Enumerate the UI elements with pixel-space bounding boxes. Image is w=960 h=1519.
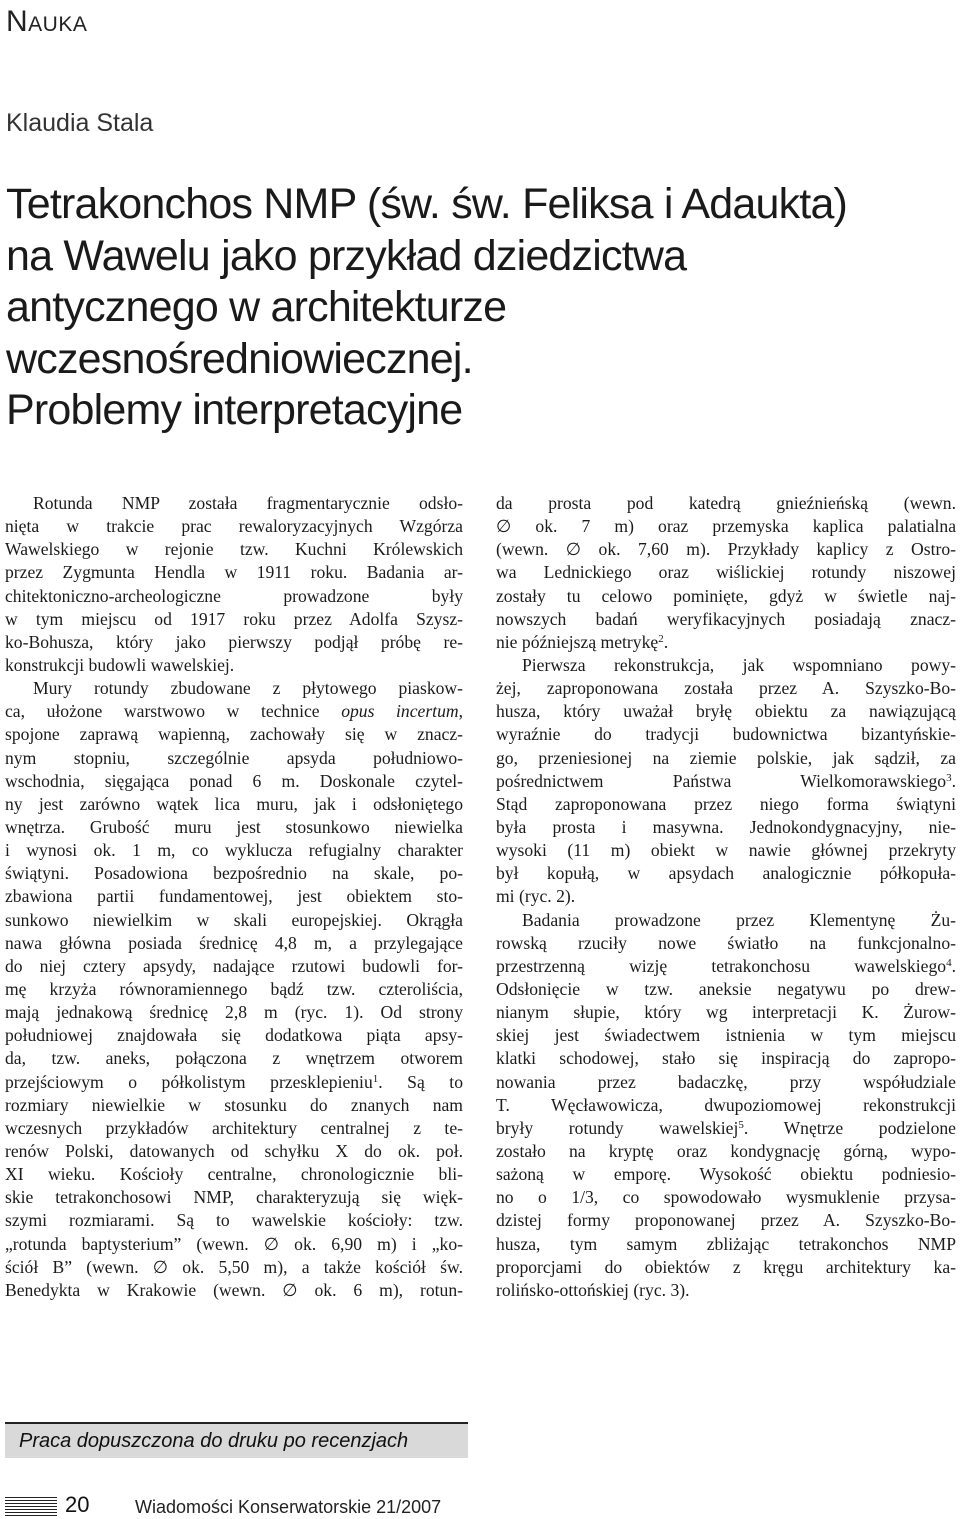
body-line: nowania przez badaczkę, przy współudziale [496,1071,956,1092]
body-line: była prosta i masywna. Jednokondygnacyjny, nie- [496,816,956,837]
body-line: nięta w trakcie prac rewaloryzacyjnych Wzgórza [5,516,463,537]
body-line: żej, zaproponowana została przez A. Szyszko-Bo- [496,678,956,699]
body-line: proporcjami do obiektów z kręgu architektury ka- [496,1256,956,1277]
latin-term: opus incertum [341,701,459,722]
body-line: był kopułą, w apsydach analogicznie półkopuła- [496,863,956,884]
body-line: zostało na kryptę oraz kondygnację górną, wypo- [496,1140,956,1161]
body-line [496,770,956,793]
body-line: świątyni. Posadowiona bezpośrednio na skale, po- [5,863,463,884]
body-line: w tym miejscu od 1917 roku przez Adolfa Szysz- [5,608,463,629]
body-line: mają jednakową średnicę 2,8 m (ryc. 1). Od strony [5,1002,463,1023]
body-line: nianym słupie, który wg interpretacji K. Żurow- [496,1002,956,1023]
body-line: husza, który uważał bryłę obiektu za nawiązującą [496,701,956,722]
title-line: wczesnośredniowiecznej. [6,334,473,383]
body-text: . Są to [378,1071,463,1092]
body-line: rolińsko-ottońskiej (ryc. 3). [496,1279,690,1300]
body-line: ściół B” (wewn. ∅ ok. 5,50 m), a także kościół św. [5,1256,463,1277]
body-line: Pierwsza rekonstrukcja, jak wspomniano powy- [522,654,956,675]
body-line: XI wieku. Kościoły centralne, chronologicznie bli- [5,1164,463,1185]
title-line: Problemy interpretacyjne [6,386,463,434]
body-line: Benedykta w Krakowie (wewn. ∅ ok. 6 m), rotun- [5,1279,463,1300]
body-line: do niej cztery apsydy, nadające rzutowi budowli for- [5,955,463,976]
title-line: antycznego w architekturze [6,283,507,331]
body-line [496,955,956,978]
body-line: skiej jest świadectwem istnienia w tym miejscu [496,1025,956,1046]
body-line: wa Lednickiego oraz wiślickiej rotundy niszowej [496,562,956,583]
footnote-ref: 2 [658,632,664,645]
body-text: . [951,955,956,976]
body-line: nawa główna posiada średnicę 4,8 m, a przylegające [5,932,463,953]
body-text: przestrzenną wizję tetrakonchosu wawelskiego [496,955,947,976]
body-line: mi (ryc. 2). [496,886,576,907]
body-text: nie późniejszą metrykę [496,631,659,652]
body-line: da, tzw. aneks, połączona z wnętrzem otworem [5,1048,463,1069]
body-text: ca, ułożone warstwowo w technice [5,701,342,722]
body-line: wysoki (11 m) obiekt w nawie głównej przekryty [496,840,956,861]
body-line: Odsłonięcie w tzw. aneksie negatywu po drew- [496,978,956,999]
body-line: wyraźnie do tradycji budownictwa bizantyńskie- [496,724,956,745]
body-line: no o 1/3, co spowodowało wysmuklenie przysa- [496,1187,956,1208]
body-line: „rotunda baptysterium” (wewn. ∅ ok. 6,90 m) i „ko- [5,1233,463,1254]
body-line: wczesnych przykładów architektury centralnej z te- [5,1117,463,1138]
body-line: renów Polski, datowanych od schyłku X do ok. poł. [5,1140,463,1161]
body-line: ko-Bohusza, który jako pierwszy podjął próbę re- [5,631,463,652]
body-text: . Wnętrze podzielone [743,1117,956,1138]
page-number: 20 [65,1492,90,1517]
body-line: Wawelskiego w rejonie tzw. Kuchni Królewskich [5,539,463,560]
body-line: nowszych badań weryfikacyjnych posiadają znacz- [496,608,956,629]
body-line: i wynosi ok. 1 m, co wyklucza refugialny charakter [5,840,463,861]
body-line: konstrukcji budowli wawelskiej. [5,654,235,675]
title-line: na Wawelu jako przykład dziedzictwa [6,231,687,280]
body-line: klatki schodowej, stało się inspiracją do zapropo- [496,1048,956,1069]
body-line: ∅ ok. 7 m) oraz przemyska kaplica palatialna [496,516,956,537]
body-line: szymi rozmiarami. Są to wawelskie kościoły: tzw. [5,1210,463,1231]
body-line: chitektoniczno-archeologiczne prowadzone były [5,585,463,606]
body-text: pośrednictwem Państwa Wielkomorawskiego [496,770,947,791]
body-text: . [951,770,956,791]
section-title: Nauka [6,5,88,38]
footnote-ref: 5 [738,1118,744,1131]
body-line: da prosta pod katedrą gnieźnieńską (wewn. [496,493,956,513]
body-line: zbawiona partii fundamentowej, jest obiektem sto- [5,886,463,907]
footnote-ref: 1 [372,1072,379,1085]
body-line [496,1117,956,1140]
body-line: południowej znajdowała się dodatkowa piąta apsy- [5,1025,463,1046]
article-title [6,179,946,437]
body-line: sażoną w emporę. Wysokość obiektu podniesio- [496,1164,956,1185]
body-line: wnętrza. Grubość muru jest stosunkowo niewielka [5,816,463,837]
body-line: mę krzyża równoramiennego bądź tzw. czteroliścia, [5,978,463,999]
body-line: (wewn. ∅ ok. 7,60 m). Przykłady kaplicy z Ostro- [496,539,956,560]
footer-stripes-icon [5,1497,57,1517]
journal-name: Wiadomości Konserwatorskie 21/2007 [135,1497,442,1517]
body-line: przez Zygmunta Hendla w 1911 roku. Badania ar- [5,562,463,583]
body-text: , [458,701,463,722]
body-text: bryły rotundy wawelskiej [496,1117,739,1138]
body-line: rozmiary niewielkie w stosunku do znanych nam [5,1094,463,1115]
body-line: go, przeniesionej na ziemie polskie, jak sądził, za [496,747,956,768]
footnote-ref: 3 [946,771,952,784]
review-note-box [5,1422,468,1458]
body-line: Rotunda NMP została fragmentarycznie odsło- [33,493,463,513]
body-line: wschodnia, sięgająca ponad 6 m. Doskonale czytel- [5,770,463,791]
body-line [496,631,956,654]
body-line: T. Węcławowicza, dwupoziomowej rekonstrukcji [496,1094,956,1115]
body-line: skie tetrakonchosowi NMP, charakteryzują się więk- [5,1187,463,1208]
body-column-right [496,492,956,1302]
body-line [5,700,463,723]
body-line: Mury rotundy zbudowane z płytowego piaskow- [33,678,463,699]
body-text: przejściowym o półkolistym przesklepieniu [5,1071,373,1092]
body-line: ny jest zarówno wątek lica muru, jak i odsłoniętego [5,793,463,814]
body-line: husza, tym samym zbliżając tetrakonchos NMP [496,1233,956,1254]
body-line: rowską rzuciły nowe światło na funkcjonalno- [496,932,956,953]
review-note: Praca dopuszczona do druku po recenzjach [19,1430,409,1452]
footnote-ref: 4 [946,956,952,969]
body-column-left [5,492,463,1302]
body-line: sunkowo niewielkim w skali europejskiej. Okrągła [5,909,463,930]
body-line: nym stopniu, szczególnie apsyda południowo- [5,747,463,768]
article-author: Klaudia Stala [6,109,154,137]
body-line [5,1071,463,1094]
body-line: Badania prowadzone przez Klementynę Żu- [522,909,956,930]
body-line: zostały tu celowo pominięte, gdyż w świetle naj- [496,585,956,606]
body-line: Stąd zaproponowana przez niego forma świątyni [496,793,956,814]
body-line: dzistej formy proponowanej przez A. Szyszko-Bo- [496,1210,956,1231]
body-line: spojone zaprawą wapienną, zachowały się w znacz- [5,724,463,745]
body-text: . [663,631,669,652]
title-line: Tetrakonchos NMP (św. św. Feliksa i Adaukta) [6,180,848,228]
